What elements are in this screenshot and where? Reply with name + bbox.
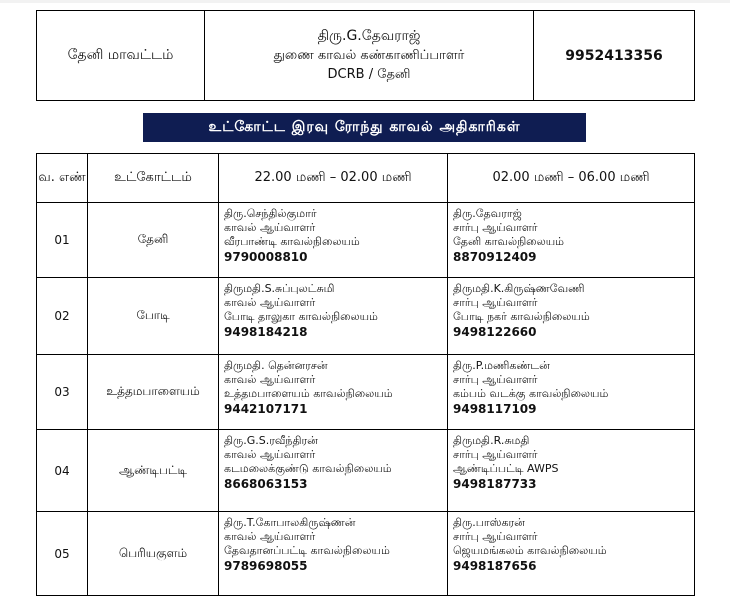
officer-rank: சார்பு ஆய்வாளர் — [453, 221, 538, 234]
officer-name: திரு.பாஸ்கரன் — [453, 516, 525, 529]
row-sno: 02 — [37, 278, 88, 355]
header-shift-2: 02.00 மணி – 06.00 மணி — [448, 154, 695, 203]
officer-station: வீரபாண்டி காவல்நிலையம் — [224, 235, 360, 248]
row-sno: 04 — [37, 430, 88, 512]
officer-phone: 9498184218 — [224, 325, 308, 339]
officer-phone: 8870912409 — [453, 250, 537, 264]
row-subdivision: தேனி — [88, 203, 219, 278]
officer-phone: 9498122660 — [453, 325, 537, 339]
row-subdivision: ஆண்டிபட்டி — [88, 430, 219, 512]
top-contact-row — [37, 11, 695, 101]
officer-rank: சார்பு ஆய்வாளர் — [453, 373, 538, 386]
officer-station: உத்தமபாளையம் காவல்நிலையம் — [224, 387, 393, 400]
table-row — [37, 355, 695, 430]
top-officer-phone: 9952413356 — [534, 11, 695, 101]
header-sno: வ. எண் — [37, 154, 88, 203]
top-rule — [0, 0, 730, 3]
shift2-officer — [448, 278, 695, 355]
top-officer-name: திரு.G.தேவராஜ் — [317, 28, 421, 44]
section-banner: உட்கோட்ட இரவு ரோந்து காவல் அதிகாரிகள் — [143, 113, 586, 142]
shift2-officer — [448, 203, 695, 278]
row-sno: 01 — [37, 203, 88, 278]
shift1-officer — [219, 355, 448, 430]
officer-rank: காவல் ஆய்வாளர் — [224, 530, 316, 543]
officer-phone: 9498117109 — [453, 402, 537, 416]
shift1-officer — [219, 203, 448, 278]
shift2-officer — [448, 512, 695, 596]
shift1-officer — [219, 430, 448, 512]
shift2-officer — [448, 355, 695, 430]
officer-name: திருமதி. தென்னரசன் — [224, 359, 328, 372]
patrol-schedule-table — [36, 153, 695, 596]
row-subdivision: போடி — [88, 278, 219, 355]
row-subdivision: பெரியகுளம் — [88, 512, 219, 596]
district-name: தேனி மாவட்டம் — [37, 11, 205, 101]
row-sno: 05 — [37, 512, 88, 596]
officer-station: ஆண்டிப்பட்டி AWPS — [453, 462, 559, 475]
officer-rank: காவல் ஆய்வாளர் — [224, 448, 316, 461]
table-row — [37, 512, 695, 596]
officer-name: திரு.செந்தில்குமார் — [224, 207, 317, 220]
schedule-header-row — [37, 154, 695, 203]
officer-phone: 9789698055 — [224, 559, 308, 573]
officer-station: போடி நகர் காவல்நிலையம் — [453, 310, 590, 323]
officer-rank: சார்பு ஆய்வாளர் — [453, 448, 538, 461]
officer-station: தேனி காவல்நிலையம் — [453, 235, 565, 248]
officer-rank: காவல் ஆய்வாளர் — [224, 373, 316, 386]
top-contact-table — [36, 10, 695, 101]
table-row — [37, 278, 695, 355]
officer-phone: 9790008810 — [224, 250, 308, 264]
officer-phone: 9498187733 — [453, 477, 537, 491]
officer-rank: காவல் ஆய்வாளர் — [224, 296, 316, 309]
officer-station: ஜெயமங்கலம் காவல்நிலையம் — [453, 544, 607, 557]
officer-name: திரு.தேவராஜ் — [453, 207, 522, 220]
table-row — [37, 430, 695, 512]
officer-name: திருமதி.R.சுமதி — [453, 434, 530, 447]
shift1-officer — [219, 512, 448, 596]
officer-name: திரு.G.S.ரவீந்திரன் — [224, 434, 318, 447]
table-row — [37, 203, 695, 278]
top-officer-office: DCRB / தேனி — [327, 67, 411, 82]
officer-phone: 9498187656 — [453, 559, 537, 573]
officer-name: திரு.P.மணிகண்டன் — [453, 359, 550, 372]
officer-rank: காவல் ஆய்வாளர் — [224, 221, 316, 234]
top-officer-designation: துணை காவல் கண்காணிப்பாளர் — [273, 48, 465, 63]
header-subdivision: உட்கோட்டம் — [88, 154, 219, 203]
top-officer-block — [205, 11, 534, 101]
row-subdivision: உத்தமபாளையம் — [88, 355, 219, 430]
officer-phone: 8668063153 — [224, 477, 308, 491]
officer-name: திருமதி.K.கிருஷ்ணவேணி — [453, 282, 585, 295]
officer-rank: சார்பு ஆய்வாளர் — [453, 530, 538, 543]
officer-name: திரு.T.கோபாலகிருஷ்ணன் — [224, 516, 356, 529]
header-shift-1: 22.00 மணி – 02.00 மணி — [219, 154, 448, 203]
shift2-officer — [448, 430, 695, 512]
officer-station: கம்பம் வடக்கு காவல்நிலையம் — [453, 387, 609, 400]
shift1-officer — [219, 278, 448, 355]
officer-station: போடி தாலுகா காவல்நிலையம் — [224, 310, 378, 323]
officer-rank: சார்பு ஆய்வாளர் — [453, 296, 538, 309]
officer-phone: 9442107171 — [224, 402, 308, 416]
row-sno: 03 — [37, 355, 88, 430]
officer-name: திருமதி.S.சுப்புலட்சுமி — [224, 282, 335, 295]
officer-station: கடமலைக்குண்டு காவல்நிலையம் — [224, 462, 392, 475]
officer-station: தேவதானப்பட்டி காவல்நிலையம் — [224, 544, 390, 557]
